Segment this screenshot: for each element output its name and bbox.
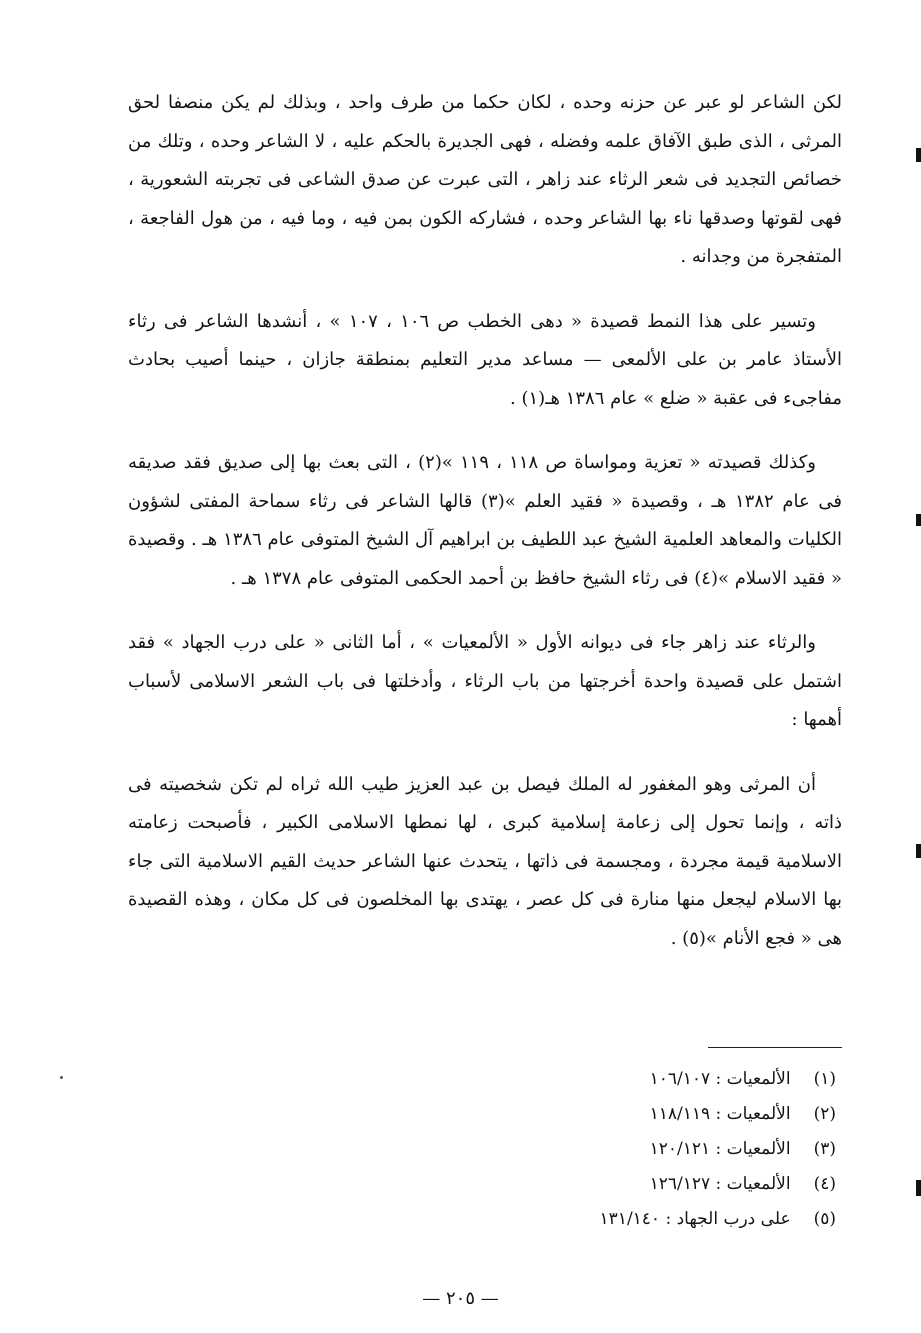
footnote-text: على درب الجهاد : ١٣١/١٤٠ bbox=[599, 1209, 791, 1229]
paragraph-3: وكذلك قصيدته « تعزية ومواساة ص ١١٨ ، ١١٩ »(٢) ، التى بعث بها إلى صديق فقد صديقه فى عام ١٣٨٢ هـ ، وقصيدة « فقيد العلم »(٣) قالها الشاعر فى رثاء سماحة المفتى لشؤون الكليات والمعاهد العلمية الشيخ عبد اللطيف بن ابراهيم آل الشيخ المتوفى عام ١٣٨٦ هـ . وقصيدة « فقيد الاسلام »(٤) فى رثاء الشيخ حافظ بن أحمد الحكمى المتوفى عام ١٣٧٨ هـ . bbox=[128, 452, 843, 589]
footnote-text: الألمعيات : ١١٨/١١٩ bbox=[649, 1104, 791, 1124]
paragraph-4: والرثاء عند زاهر جاء فى ديوانه الأول « الألمعيات » ، أما الثانى « على درب الجهاد » فقد اشتمل على قصيدة واحدة أخرجتها من باب الرثاء ، وأدخلتها فى باب الشعر الاسلامى لأسباب أهمها : bbox=[128, 632, 842, 730]
page-number: — ٢٠٥ — bbox=[422, 1288, 499, 1309]
scan-edge-mark bbox=[916, 148, 921, 162]
body-text bbox=[128, 84, 842, 984]
footnote-text: الألمعيات : ١٢٠/١٢١ bbox=[649, 1139, 791, 1159]
footnotes-list bbox=[506, 1062, 836, 1237]
footnote-number: (٤) bbox=[813, 1174, 836, 1194]
paragraph-1: لكن الشاعر لو عبر عن حزنه وحده ، لكان حكما من طرف واحد ، وبذلك لم يكن منصفا لحق المرثى ، الذى طبق الآفاق علمه وفضله ، فهى الجديرة بالحكم عليه ، لا الشاعر وحده ، وتلك من خصائص التجديد فى شعر الرثاء عند زاهر ، التى عبرت عن صدق الشاعى فى تجربته الشعورية ، فهى لقوتها وصدقها ناء بها الشاعر وحده ، فشاركه الكون بمن فيه ، وما فيه ، من هول الفاجعة ، المتفجرة من وجدانه . bbox=[128, 92, 842, 267]
footnote-text: الألمعيات : ١٢٦/١٢٧ bbox=[649, 1174, 791, 1194]
footnote-item bbox=[506, 1167, 836, 1202]
footnote-number: (٣) bbox=[813, 1139, 836, 1159]
paragraph-2: وتسير على هذا النمط قصيدة « دهى الخطب ص ١٠٦ ، ١٠٧ » ، أنشدها الشاعر فى رثاء الأستاذ عامر بن على الألمعى — مساعد مدير التعليم بمنطقة جازان ، حينما أصيب بحادث مفاجىء فى عقبة « ضلع » عام ١٣٨٦ هـ(١) . bbox=[128, 310, 842, 409]
footnote-item bbox=[506, 1062, 836, 1097]
scan-edge-mark bbox=[916, 844, 921, 858]
footnote-separator bbox=[708, 1047, 842, 1048]
footnote-item bbox=[506, 1097, 836, 1132]
scan-speck bbox=[60, 1076, 63, 1079]
footnote-number: (٢) bbox=[813, 1104, 836, 1124]
scan-edge-mark bbox=[916, 1180, 921, 1196]
footnote-number: (٥) bbox=[813, 1209, 836, 1229]
paragraph-5: أن المرثى وهو المغفور له الملك فيصل بن عبد العزيز طيب الله ثراه لم تكن شخصيته فى ذاته ، وإنما تحول إلى زعامة إسلامية كبرى ، لها نمطها الاسلامى الكبير ، فأصبحت زعامته الاسلامية قيمة مجردة ، ومجسمة فى ذاتها ، يتحدث عنها الشاعر حديث القيم الاسلامية التى جاء بها الاسلام ليجعل منها منارة فى كل عصر ، يهتدى بها المخلصون فى كل مكان ، وهذه القصيدة هى « فجع الأنام »(٥) . bbox=[128, 773, 842, 949]
footnote-number: (١) bbox=[813, 1069, 836, 1089]
footnote-item bbox=[506, 1132, 836, 1167]
footnote-text: الألمعيات : ١٠٦/١٠٧ bbox=[649, 1069, 791, 1089]
footnote-item bbox=[506, 1202, 836, 1237]
scan-edge-mark bbox=[916, 514, 921, 526]
